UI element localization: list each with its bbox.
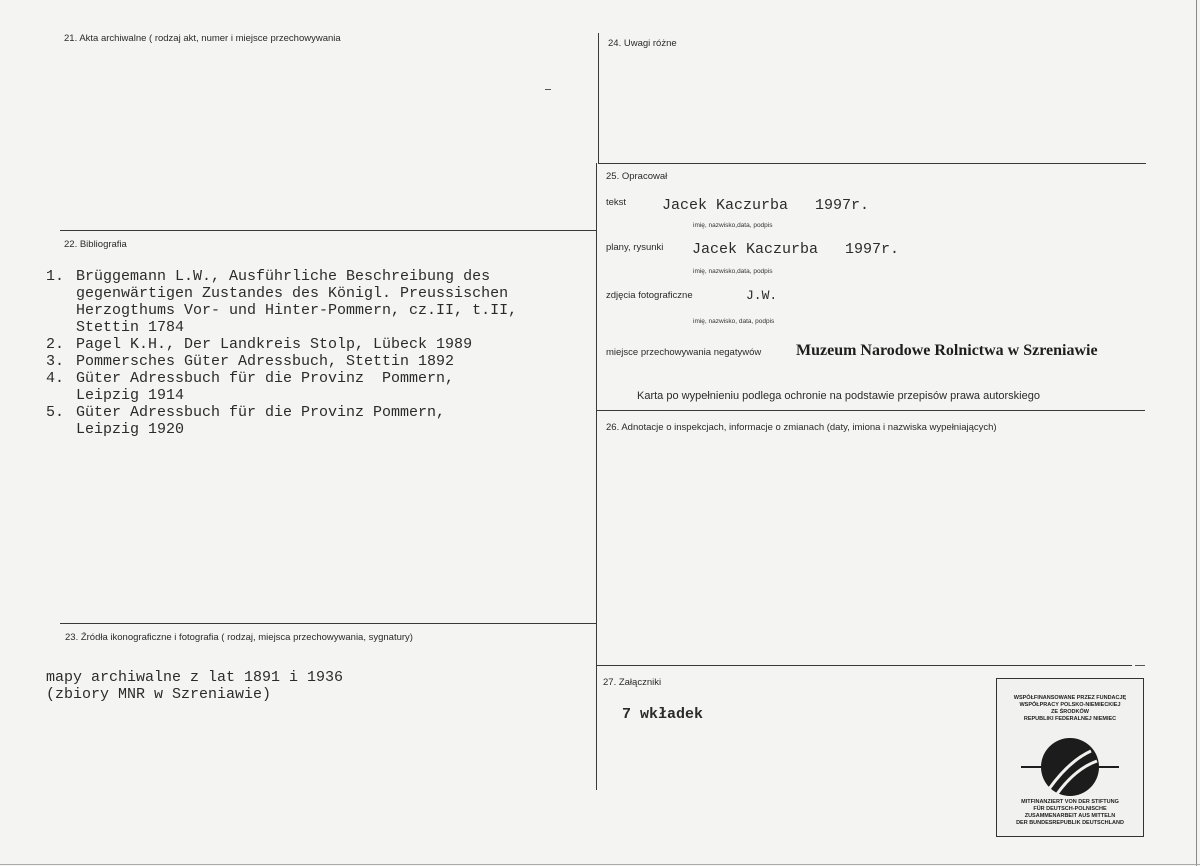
divider-21-22: [60, 230, 597, 231]
copyright-note: Karta po wypełnieniu podlega ochronie na podstawie przepisów prawa autorskiego: [637, 390, 1040, 402]
field-21-label: 21. Akta archiwalne ( rodzaj akt, numer i miejsce przechowywania: [64, 33, 341, 44]
bibliography-item: 3. Pommersches Güter Adressbuch, Stettin 1892: [46, 353, 455, 370]
foundation-emblem-icon: [997, 731, 1143, 803]
stray-mark: [545, 89, 551, 90]
bottom-edge-line: [0, 864, 1200, 865]
negatywy-label: miejsce przechowywania negatywów: [606, 347, 762, 358]
divider-25-26: [597, 410, 1145, 411]
tekst-value: Jacek Kaczurba 1997r.: [662, 197, 870, 214]
bibliography-item: 4. Güter Adressbuch für die Provinz Pommern, Leipzig 1914: [46, 370, 455, 404]
center-divider: [598, 33, 599, 163]
stray-mark: [1135, 665, 1145, 666]
right-edge-line: [1196, 0, 1197, 866]
bibliography-item: 5. Güter Adressbuch für die Provinz Pommern, Leipzig 1920: [46, 404, 446, 438]
logo-top-text: WSPÓŁFINANSOWANE PRZEZ FUNDACJĘ WSPÓŁPRACY POLSKO-NIEMIECKIEJ ZE ŚRODKÓW REPUBLIKI FEDERALNEJ NIEMIEC: [1013, 695, 1127, 722]
field-23-label: 23. Źródła ikonograficzne i fotografia ( rodzaj, miejsca przechowywania, sygnatury): [65, 632, 413, 643]
field-22-label: 22. Bibliografia: [64, 239, 127, 250]
logo-bottom-text: MITFINANZIERT VON DER STIFTUNG FÜR DEUTSCH-POLNISCHE ZUSAMMENARBEIT AUS MITTELN DER BUNDESREPUBLIK DEUTSCHLAND: [1016, 799, 1124, 826]
zdjecia-value: J.W.: [746, 288, 778, 303]
plany-value: Jacek Kaczurba 1997r.: [692, 241, 900, 258]
divider-26-27: [597, 665, 1132, 666]
attachments-value: 7 wkładek: [622, 706, 704, 723]
field-25-label: 25. Opracował: [606, 171, 668, 182]
negatywy-value: Muzeum Narodowe Rolnictwa w Szreniawie: [796, 342, 1098, 359]
field-27-label: 27. Załączniki: [603, 677, 662, 688]
bibliography-item: 1. Brüggemann L.W., Ausführliche Beschreibung des gegenwärtigen Zustandes des Königl. Preussischen Herzogthums Vor- und Hinter-Pommern, cz.II, t.II, Stettin 1784: [46, 268, 518, 336]
plany-hint: imię, nazwisko,data, podpis: [693, 268, 773, 275]
divider-24-25: [598, 163, 1146, 164]
field-26-label: 26. Adnotacje o inspekcjach, informacje o zmianach (daty, imiona i nazwiska wypełniających): [606, 422, 997, 433]
tekst-label: tekst: [606, 197, 627, 208]
zdjecia-hint: imię, nazwisko, data, podpis: [693, 318, 775, 325]
bibliography-item: 2. Pagel K.H., Der Landkreis Stolp, Lübeck 1989: [46, 336, 473, 353]
iconography-text: mapy archiwalne z lat 1891 i 1936 (zbiory MNR w Szreniawie): [46, 669, 344, 703]
tekst-hint: imię, nazwisko,data, podpis: [693, 222, 773, 229]
bibliography-list: [46, 268, 517, 438]
center-divider-lower: [596, 163, 597, 790]
plany-label: plany, rysunki: [606, 242, 664, 253]
field-24-label: 24. Uwagi różne: [608, 38, 677, 49]
foundation-logo: [996, 678, 1144, 837]
divider-22-23: [60, 623, 597, 624]
zdjecia-label: zdjęcia fotograficzne: [606, 290, 693, 301]
